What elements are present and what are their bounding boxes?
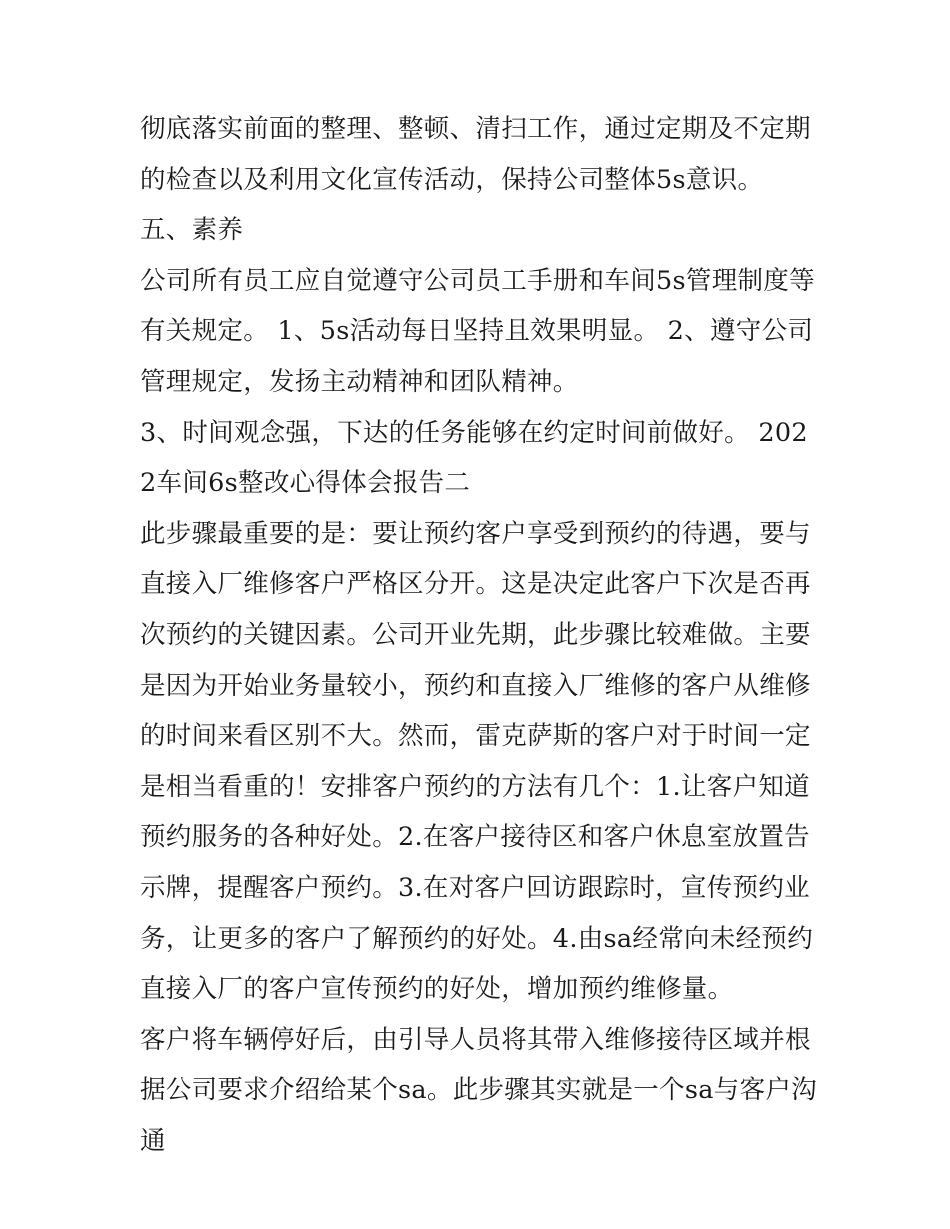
paragraph-2: 公司所有员工应自觉遵守公司员工手册和车间5s管理制度等有关规定。 1、5s活动每日坚持且效果明显。 2、遵守公司管理规定，发扬主动精神和团队精神。: [140, 265, 815, 397]
paragraph-4: 此步骤最重要的是：要让预约客户享受到预约的待遇，要与直接入厂维修客户严格区分开。这是决定此客户下次是否再次预约的关键因素。公司开业先期，此步骤比较难做。主要是因为开始业务量较小，预约和直接入厂维修的客户从维修的时间来看区别不大。然而，雷克萨斯的客户对于时间一定是相当看重的！安排客户预约的方法有几个：1.让客户知道预约服务的各种好处。2.在客户接待区和客户休息室放置告示牌，提醒客户预约。3.在对客户回访跟踪时，宣传预约业务，让更多的客户了解预约的好处。4.由sa经常向未经预约直接入厂的客户宣传预约的好处，增加预约维修量。: [140, 518, 814, 1005]
document-body: [140, 104, 820, 1166]
paragraph-5: 客户将车辆停好后，由引导人员将其带入维修接待区域并根据公司要求介绍给某个sa。此步骤其实就是一个sa与客户沟通: [140, 1024, 817, 1156]
paragraph-1: 彻底落实前面的整理、整顿、清扫工作，通过定期及不定期的检查以及利用文化宣传活动，保持公司整体5s意识。 五、素养: [140, 114, 811, 246]
paragraph-3: 3、时间观念强，下达的任务能够在约定时间前做好。 2022车间6s整改心得体会报告二: [140, 417, 808, 499]
